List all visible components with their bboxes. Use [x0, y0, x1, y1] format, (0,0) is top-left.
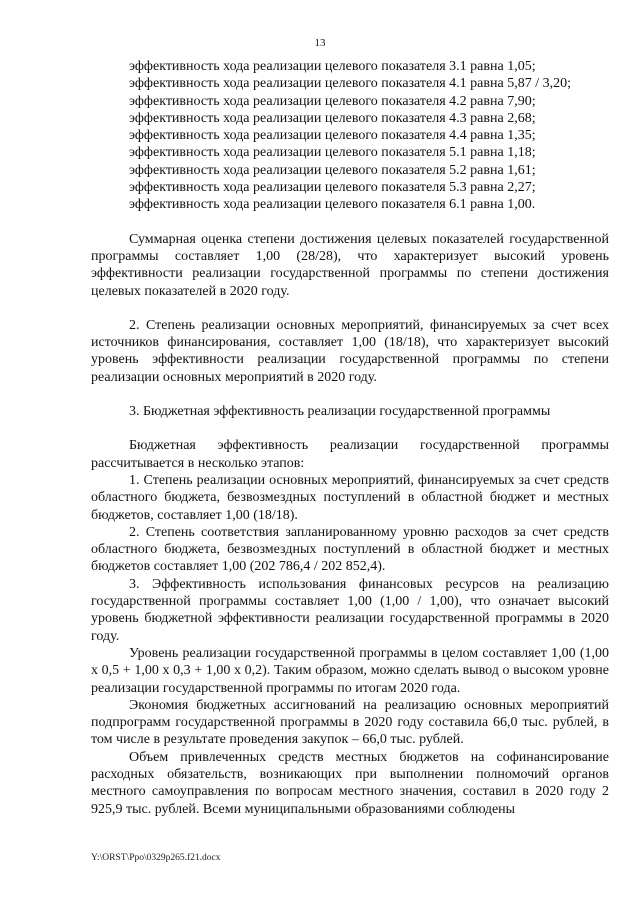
list-item: эффективность хода реализации целевого показателя 5.1 равна 1,18;: [129, 145, 536, 161]
program-level-paragraph: Уровень реализации государственной программы в целом составляет 1,00 (1,00 х 0,5 + 1,00 х 0,3 + 1,00 х 0,2). Таким образом, можно сделать вывод о высоком уровне реализации государственной программы по итогам 2020 года.: [91, 645, 609, 696]
file-path-footer: Y:\ORST\Ppo\0329p265.f21.docx: [91, 853, 221, 863]
summary-paragraph: Суммарная оценка степени достижения целевых показателей государственной программы составляет 1,00 (28/28), что характеризует высокий уровень эффективности реализации государственной программы по степени достижения целевых показателей в 2020 году.: [91, 231, 609, 299]
paragraph-2: 2. Степень реализации основных мероприятий, финансируемых за счет всех источников финансирования, составляет 1,00 (18/18), что характеризует высокий уровень эффективности реализации государственной программы по степени реализации основных мероприятий в 2020 году.: [91, 317, 609, 385]
page-number: 13: [314, 37, 326, 49]
savings-paragraph: Экономия бюджетных ассигнований на реализацию основных мероприятий подпрограмм государственной программы в 2020 году составила 66,0 тыс. рублей, в том числе в результате проведения закупок – 66,0 тыс. рублей.: [91, 697, 609, 748]
stages-intro: Бюджетная эффективность реализации государственной программы рассчитывается в несколько этапов:: [91, 438, 609, 471]
document-body: [91, 58, 609, 818]
list-item: эффективность хода реализации целевого показателя 3.1 равна 1,05;: [129, 59, 536, 74]
list-item: эффективность хода реализации целевого показателя 4.3 равна 2,68;: [129, 110, 536, 126]
stage-1: 1. Степень реализации основных мероприятий, финансируемых за счет средств областного бюджета, безвозмездных поступлений в областной бюджет и местных бюджетов, составляет 1,00 (18/18).: [91, 472, 609, 523]
stage-3: 3. Эффективность использования финансовых ресурсов на реализацию государственной программы составляет 1,00 (1,00 / 1,00), что означает высокий уровень бюджетной эффективности реализации государственной программы в 2020 году.: [91, 576, 609, 644]
list-item: эффективность хода реализации целевого показателя 4.4 равна 1,35;: [129, 128, 536, 144]
stage-2: 2. Степень соответствия запланированному уровню расходов за счет средств областного бюджета, безвозмездных поступлений в областной бюджет и местных бюджетов составляет 1,00 (202 786,4 / 202 852,4).: [91, 524, 609, 575]
section-heading-3: 3. Бюджетная эффективность реализации государственной программы: [129, 404, 551, 420]
list-item: эффективность хода реализации целевого показателя 5.3 равна 2,27;: [129, 180, 536, 196]
local-budgets-paragraph: Объем привлеченных средств местных бюджетов на софинансирование расходных обязательств, возникающих при выполнении полномочий органов местного самоуправления по вопросам местного значения, составил в 2020 году 2 925,9 тыс. рублей. Всеми муниципальными образованиями соблюдены: [91, 749, 609, 817]
list-item: эффективность хода реализации целевого показателя 4.1 равна 5,87 / 3,20;: [129, 76, 571, 92]
list-item: эффективность хода реализации целевого показателя 5.2 равна 1,61;: [129, 162, 536, 178]
list-item: эффективность хода реализации целевого показателя 4.2 равна 7,90;: [129, 93, 536, 109]
list-item: эффективность хода реализации целевого показателя 6.1 равна 1,00.: [129, 197, 536, 213]
efficiency-list: [91, 58, 609, 214]
